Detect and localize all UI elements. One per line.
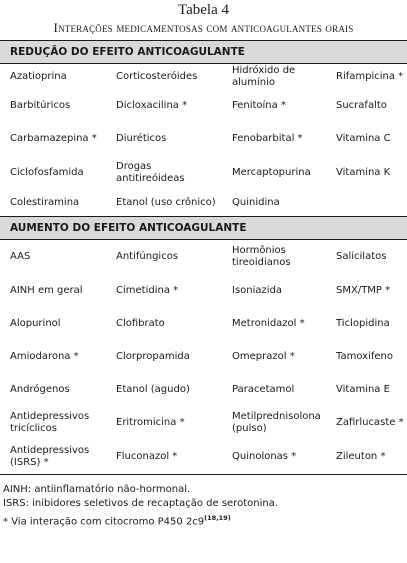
table-cell — [0, 445, 106, 469]
drug-name: Etanol (agudo) — [116, 383, 190, 395]
drug-name: Clorpropamida — [116, 350, 190, 362]
table-row — [0, 440, 407, 474]
drug-name: Antifúngicos — [116, 251, 179, 262]
footnote-star: * — [299, 318, 305, 329]
table-bottom-rule — [0, 474, 407, 475]
footnote-star: * — [91, 133, 97, 144]
drug-name: Diuréticos — [116, 133, 167, 144]
table-cell — [0, 411, 106, 435]
table-cell — [0, 251, 106, 263]
drug-name: Fluconazol — [116, 451, 170, 462]
footnote-star: * — [380, 451, 386, 462]
drug-name: Paracetamol — [232, 383, 295, 395]
table-row — [0, 274, 407, 308]
table-cell — [222, 351, 326, 363]
drug-name: AAS — [10, 251, 31, 262]
drug-name: Fenitoína — [232, 100, 278, 111]
table-cell — [222, 411, 326, 435]
table-cell — [106, 197, 222, 209]
drug-name: Barbitúricos — [10, 100, 71, 111]
table-cell — [326, 71, 407, 83]
table-cell — [326, 133, 407, 145]
table-cell — [0, 133, 106, 145]
table-cell — [222, 451, 326, 463]
drug-name: Omeprazol — [232, 350, 287, 362]
table-cell — [222, 100, 326, 112]
table-cell — [106, 285, 222, 297]
section-body-increase — [0, 240, 407, 474]
note-references: (18,19) — [204, 514, 231, 522]
drug-name: Tamoxifeno — [336, 350, 393, 362]
table-cell — [106, 100, 222, 112]
drug-name: Amiodarona — [10, 350, 71, 362]
drug-name: Andrógenos — [10, 383, 70, 395]
footnote-star: * — [385, 285, 391, 296]
drug-name: Colestiramina — [10, 197, 80, 208]
footnote-star: * — [297, 133, 303, 144]
table-cell — [222, 167, 326, 179]
table-cell — [326, 351, 407, 363]
footnote-star: * — [73, 350, 79, 362]
table-row — [0, 122, 407, 156]
table-row — [0, 240, 407, 274]
footnote-star: * — [280, 100, 286, 111]
drug-name: Antidepressivos tricíclicos — [10, 411, 90, 434]
table-cell — [222, 285, 326, 297]
table-cell — [222, 318, 326, 330]
table-row — [0, 406, 407, 440]
footnote-star: * — [43, 457, 49, 468]
footnote-star: * — [182, 100, 188, 111]
footnote-star: * — [173, 285, 179, 296]
table-cell — [0, 318, 106, 330]
drug-name: Hormônios tireoidianos — [232, 245, 291, 268]
footnote-star: * — [291, 451, 297, 462]
table-row — [0, 90, 407, 122]
table-row — [0, 190, 407, 216]
table-cell — [222, 197, 326, 209]
table-title: Tabela 4 — [177, 2, 229, 18]
table-row — [0, 373, 407, 406]
table-subtitle: Interações medicamentosas com anticoagulantes orais — [53, 20, 354, 35]
table-row — [0, 308, 407, 340]
drug-name: Hidróxido de alumínio — [232, 65, 296, 88]
drug-name: Clofibrato — [116, 318, 165, 329]
table-cell — [0, 285, 106, 297]
table-cell — [106, 251, 222, 263]
table-cell — [222, 65, 326, 89]
drug-name: Azatioprina — [10, 71, 67, 82]
interactions-table — [0, 40, 407, 475]
drug-name: Mercaptopurina — [232, 167, 311, 178]
drug-name: SMX/TMP — [336, 285, 382, 296]
table-cell — [222, 133, 326, 145]
drug-name: Zafirlucaste — [336, 417, 396, 428]
table-cell — [106, 133, 222, 145]
drug-name: Eritromicina — [116, 417, 177, 428]
table-cell — [222, 384, 326, 396]
table-cell — [106, 161, 222, 185]
drug-name: Quinidina — [232, 197, 280, 208]
table-cell — [0, 384, 106, 396]
table-cell — [326, 100, 407, 112]
table-cell — [326, 167, 407, 179]
table-cell — [326, 251, 407, 263]
drug-name: Sucrafalto — [336, 100, 387, 111]
table-cell — [326, 451, 407, 463]
table-cell — [0, 351, 106, 363]
table-cell — [106, 351, 222, 363]
drug-name: Vitamina E — [336, 383, 390, 395]
section-body-reduction — [0, 64, 407, 216]
table-row — [0, 340, 407, 373]
drug-name: Quinolonas — [232, 451, 289, 462]
table-row — [0, 64, 407, 90]
table-cell — [0, 71, 106, 83]
table-cell — [106, 451, 222, 463]
footnote-star: * — [172, 451, 178, 462]
table-cell — [0, 167, 106, 179]
footnote-star: * — [398, 71, 404, 82]
table-cell — [106, 384, 222, 396]
drug-name: AINH em geral — [10, 285, 83, 296]
drug-name: Antidepressivos (ISRS) — [10, 445, 90, 468]
drug-name: Salicilatos — [336, 251, 387, 262]
drug-name: Ticlopidina — [336, 318, 390, 329]
drug-name: Rifampicina — [336, 71, 395, 82]
table-notes — [0, 475, 407, 529]
note-cytochrome-text: Via interação com citocromo P450 2c9 — [11, 516, 205, 528]
drug-name: Vitamina K — [336, 167, 391, 178]
table-cell — [326, 417, 407, 429]
footnote-star: * — [179, 417, 185, 428]
drug-name: Metilprednisolona (pulso) — [232, 411, 321, 434]
table-cell — [326, 384, 407, 396]
table-cell — [106, 417, 222, 429]
table-cell — [0, 197, 106, 209]
drug-name: Etanol (uso crônico) — [116, 197, 216, 208]
drug-name: Drogas antitireóideas — [116, 161, 185, 184]
drug-name: Metronidazol — [232, 318, 297, 329]
note-isrs: ISRS: inibidores seletivos de recaptação de serotonina. — [3, 498, 278, 509]
note-ainh: AINH: antiinflamatório não-hormonal. — [3, 484, 191, 495]
note-star: * — [3, 516, 8, 528]
drug-name: Alopurinol — [10, 318, 61, 329]
section-header-reduction: REDUÇÃO DO EFEITO ANTICOAGULANTE — [0, 41, 407, 64]
table-cell — [326, 318, 407, 330]
drug-name: Fenobarbital — [232, 133, 295, 144]
drug-name: Ciclofosfamida — [10, 167, 84, 178]
drug-name: Vitamina C — [336, 133, 391, 144]
section-header-increase: AUMENTO DO EFEITO ANTICOAGULANTE — [0, 216, 407, 240]
table-row — [0, 156, 407, 190]
table-cell — [106, 318, 222, 330]
drug-name: Cimetidina — [116, 285, 170, 296]
drug-name: Dicloxacilina — [116, 100, 179, 111]
drug-name: Isoniazida — [232, 285, 283, 296]
table-cell — [326, 285, 407, 297]
table-cell — [0, 100, 106, 112]
footnote-star: * — [398, 417, 404, 428]
note-cytochrome — [3, 511, 407, 529]
drug-name: Corticosteróides — [116, 71, 198, 82]
drug-name: Zileuton — [336, 451, 378, 462]
table-cell — [106, 71, 222, 83]
table-cell — [222, 245, 326, 269]
footnote-star: * — [289, 350, 295, 362]
drug-name: Carbamazepina — [10, 133, 89, 144]
